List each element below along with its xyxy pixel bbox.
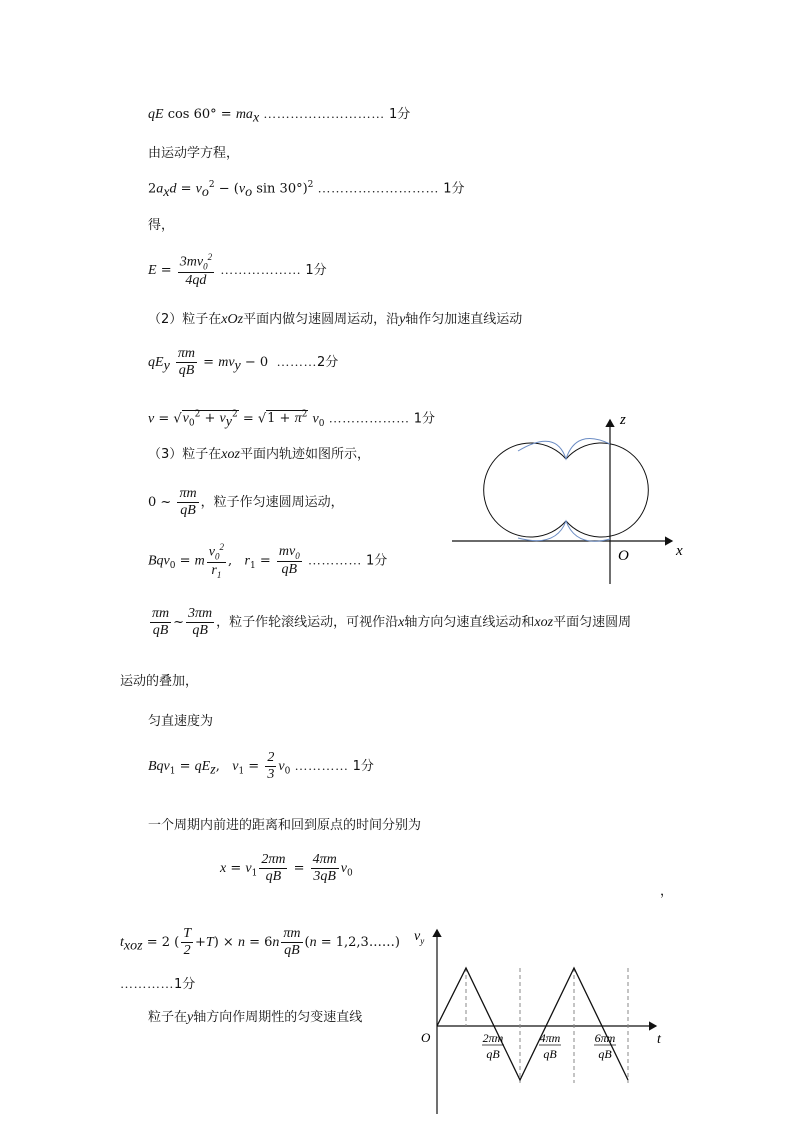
equation-return-time: $t_{xoz} = 2$ ( $\frac{T}{2}$ +T) × n = 6n $\frac{\pi m}{qB}$ (n = 1,2,3……) xyxy=(120,926,400,959)
origin-label: O xyxy=(421,1030,431,1045)
score-label: 1分 xyxy=(388,107,411,122)
tick-label-4pim xyxy=(539,1031,561,1061)
time-range-1: 0 ~ $\frac{\pi m}{qB}$ ，粒子作匀速圆周运动， xyxy=(148,486,344,519)
equation-force-x: qE $\cos 60^\circ = ma_x$ ……………………… 1分 xyxy=(148,106,411,126)
equation-speed: $v = √v_0^2 + v_y^2 = √1 + \pi^2$ $v_0$ ……………… 1分 xyxy=(148,410,435,430)
score-label: 2分 xyxy=(316,355,339,371)
dot-leader: ……………………… xyxy=(317,180,440,196)
trajectory-left-loop xyxy=(484,443,566,537)
vy-axis-label: $v_y$ xyxy=(414,929,425,946)
origin-label: O xyxy=(618,548,629,564)
dot-leader: ……………… xyxy=(328,410,410,426)
svg-text:4πm: 4πm xyxy=(539,1031,561,1045)
dot-leader: ……………… xyxy=(220,261,302,277)
text-line: 匀直速度为 xyxy=(148,714,214,729)
score-label: 1分 xyxy=(366,553,388,569)
trajectory-right-loop xyxy=(566,443,648,537)
score-label: 1分 xyxy=(413,411,435,427)
text-line: 得， xyxy=(148,218,175,233)
text-line: 运动的叠加， xyxy=(120,674,199,689)
text-line: 一个周期内前进的距离和回到原点的时间分别为 xyxy=(148,818,422,833)
vy-time-figure xyxy=(410,918,680,1118)
svg-text:2πm: 2πm xyxy=(482,1031,504,1045)
equation-distance: $x = v_1$ $\frac{2\pi m}{qB}$ = $\frac{4\pi m}{3qB}$ $v_0$ xyxy=(220,852,353,885)
dot-leader: ………… xyxy=(120,976,174,991)
equation-momentum-y: $qE_y$ $\frac{\pi m}{qB}$ = $mv_y - 0$ ………2分 xyxy=(148,346,339,379)
z-axis-label: z xyxy=(620,412,626,428)
score-label: 1分 xyxy=(443,181,465,197)
score-label: 1分 xyxy=(305,262,327,278)
dot-leader: ………… xyxy=(307,552,362,568)
score-label: 1分 xyxy=(174,977,196,992)
trajectory-figure xyxy=(440,408,690,588)
equation-field-E: E = $\frac{3mv_0^2}{4qd}$ ……………… 1分 xyxy=(148,252,327,288)
svg-text:qB: qB xyxy=(486,1047,500,1061)
dot-leader: ……………………… xyxy=(263,106,385,121)
x-axis-label: x xyxy=(676,543,683,559)
trailing-comma: ， xyxy=(660,884,674,899)
equation-drift-velocity: $Bqv_1 = qE_z$, $v_1$ = $\frac{2}{3}$ $v_0$ ………… 1分 xyxy=(148,750,374,783)
text-line: （3）粒子在xoz平面内轨迹如图所示， xyxy=(148,447,370,462)
text-line: （2）粒子在xOz平面内做匀速圆周运动，沿y轴作匀加速直线运动 xyxy=(148,312,523,327)
dot-leader: ……… xyxy=(276,354,317,370)
equation-radius: Bqv$_0$ = m $\frac{v_0^2}{r_1}$ , $r_1$ = $\frac{mv_0}{qB}$ ………… 1分 xyxy=(148,542,388,580)
tick-label-6pim xyxy=(594,1031,616,1061)
dot-leader: ………… xyxy=(294,758,349,774)
score-line xyxy=(120,976,195,993)
text-line: 粒子在y轴方向作周期性的匀变速直线 xyxy=(148,1010,363,1025)
t-axis-label: t xyxy=(657,1032,661,1047)
score-label: 1分 xyxy=(352,759,374,775)
tick-label-2pim xyxy=(482,1031,504,1061)
text-line: 由运动学方程， xyxy=(148,146,240,161)
cycloid-segment xyxy=(518,521,610,541)
cycloid-segment xyxy=(518,439,610,459)
svg-text:6πm: 6πm xyxy=(594,1031,616,1045)
equation-kinematics: $2a_xd = v_o^2 - (v_o$ sin 30°)$^2$ ……………………… 1分 xyxy=(148,180,465,200)
time-range-2: $\frac{\pi m}{qB}$ ~ $\frac{3\pi m}{qB}$ ，粒子作轮滚线运动，可视作沿x轴方向匀速直线运动和xoz平面匀速圆周 xyxy=(152,606,632,639)
svg-text:qB: qB xyxy=(543,1047,557,1061)
svg-text:qB: qB xyxy=(598,1047,612,1061)
